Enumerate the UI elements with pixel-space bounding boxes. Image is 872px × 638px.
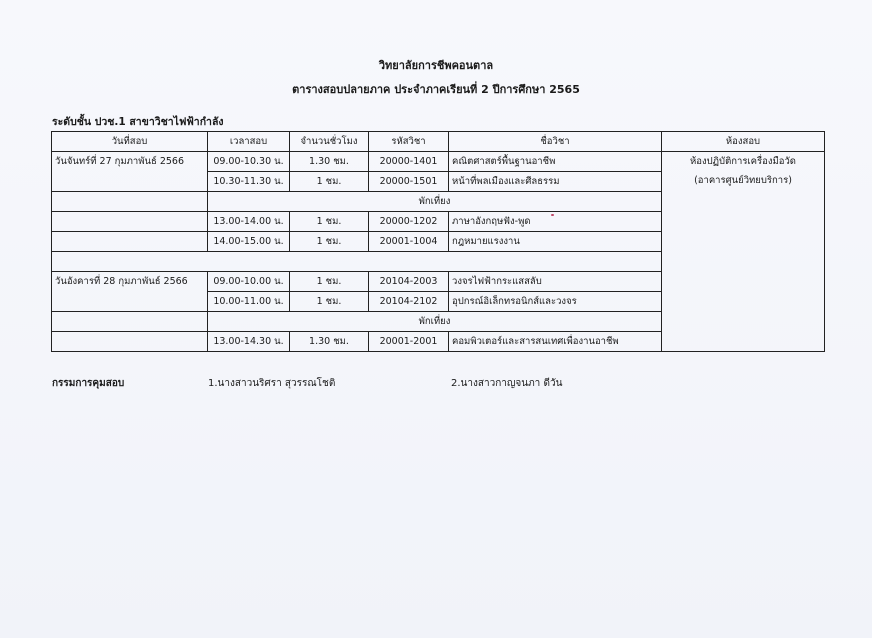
proctor-label: กรรมการคุมสอบ [52, 378, 125, 389]
exam-time: 14.00-15.00 น. [208, 232, 290, 252]
spacer-cell [52, 252, 662, 272]
exam-time: 10.30-11.30 น. [208, 172, 290, 192]
exam-room [662, 152, 825, 352]
exam-schedule-table [51, 131, 825, 352]
exam-date: วันจันทร์ที่ 27 กุมภาพันธ์ 2566 [52, 152, 208, 192]
date-empty-cell [52, 212, 208, 232]
subject-name: กฎหมายแรงงาน [449, 232, 662, 252]
subject-code: 20001-2001 [369, 332, 449, 352]
level-heading: ระดับชั้น ปวช.1 สาขาวิชาไฟฟ้ากำลัง [52, 116, 224, 128]
column-header-hours: จำนวนชั่วโมง [290, 132, 369, 152]
proctor-2: 2.นางสาวกาญจนภา ดีวัน [451, 378, 563, 389]
stray-ink-mark [551, 214, 554, 216]
subject-name: หน้าที่พลเมืองและศีลธรรม [449, 172, 662, 192]
column-header-code: รหัสวิชา [369, 132, 449, 152]
exam-hours: 1 ชม. [290, 232, 369, 252]
exam-hours: 1 ชม. [290, 292, 369, 312]
proctor-1: 1.นางสาวนริศรา สุวรรณโชติ [208, 378, 336, 389]
exam-time: 09.00-10.00 น. [208, 272, 290, 292]
schedule-title: ตารางสอบปลายภาค ประจำภาคเรียนที่ 2 ปีการศึกษา 2565 [292, 83, 580, 96]
lunch-break: พักเที่ยง [208, 312, 662, 332]
column-header-date: วันที่สอบ [52, 132, 208, 152]
exam-time: 13.00-14.30 น. [208, 332, 290, 352]
date-empty-cell [52, 312, 208, 332]
table-header-row [52, 132, 825, 152]
exam-time: 13.00-14.00 น. [208, 212, 290, 232]
subject-code: 20000-1401 [369, 152, 449, 172]
subject-code: 20104-2003 [369, 272, 449, 292]
exam-date: วันอังคารที่ 28 กุมภาพันธ์ 2566 [52, 272, 208, 312]
exam-hours: 1.30 ชม. [290, 332, 369, 352]
date-empty-cell [52, 332, 208, 352]
exam-time: 09.00-10.30 น. [208, 152, 290, 172]
exam-hours: 1.30 ชม. [290, 152, 369, 172]
subject-code: 20000-1202 [369, 212, 449, 232]
column-header-time: เวลาสอบ [208, 132, 290, 152]
lunch-break: พักเที่ยง [208, 192, 662, 212]
subject-code: 20104-2102 [369, 292, 449, 312]
subject-name: คอมพิวเตอร์และสารสนเทศเพื่องานอาชีพ [449, 332, 662, 352]
table-row [52, 152, 825, 172]
exam-hours: 1 ชม. [290, 212, 369, 232]
subject-name: อุปกรณ์อิเล็กทรอนิกส์และวงจร [449, 292, 662, 312]
room-name: ห้องปฏิบัติการเครื่องมือวัด [690, 156, 796, 167]
column-header-subject: ชื่อวิชา [449, 132, 662, 152]
exam-hours: 1 ชม. [290, 272, 369, 292]
room-building: (อาคารศูนย์วิทยบริการ) [694, 175, 792, 186]
column-header-room: ห้องสอบ [662, 132, 825, 152]
subject-name: วงจรไฟฟ้ากระแสสลับ [449, 272, 662, 292]
college-name: วิทยาลัยการชีพคอนตาล [378, 59, 494, 72]
exam-hours: 1 ชม. [290, 172, 369, 192]
subject-code: 20000-1501 [369, 172, 449, 192]
subject-code: 20001-1004 [369, 232, 449, 252]
date-empty-cell [52, 232, 208, 252]
exam-time: 10.00-11.00 น. [208, 292, 290, 312]
subject-name: ภาษาอังกฤษฟัง-พูด [449, 212, 662, 232]
subject-name: คณิตศาสตร์พื้นฐานอาชีพ [449, 152, 662, 172]
date-empty-cell [52, 192, 208, 212]
